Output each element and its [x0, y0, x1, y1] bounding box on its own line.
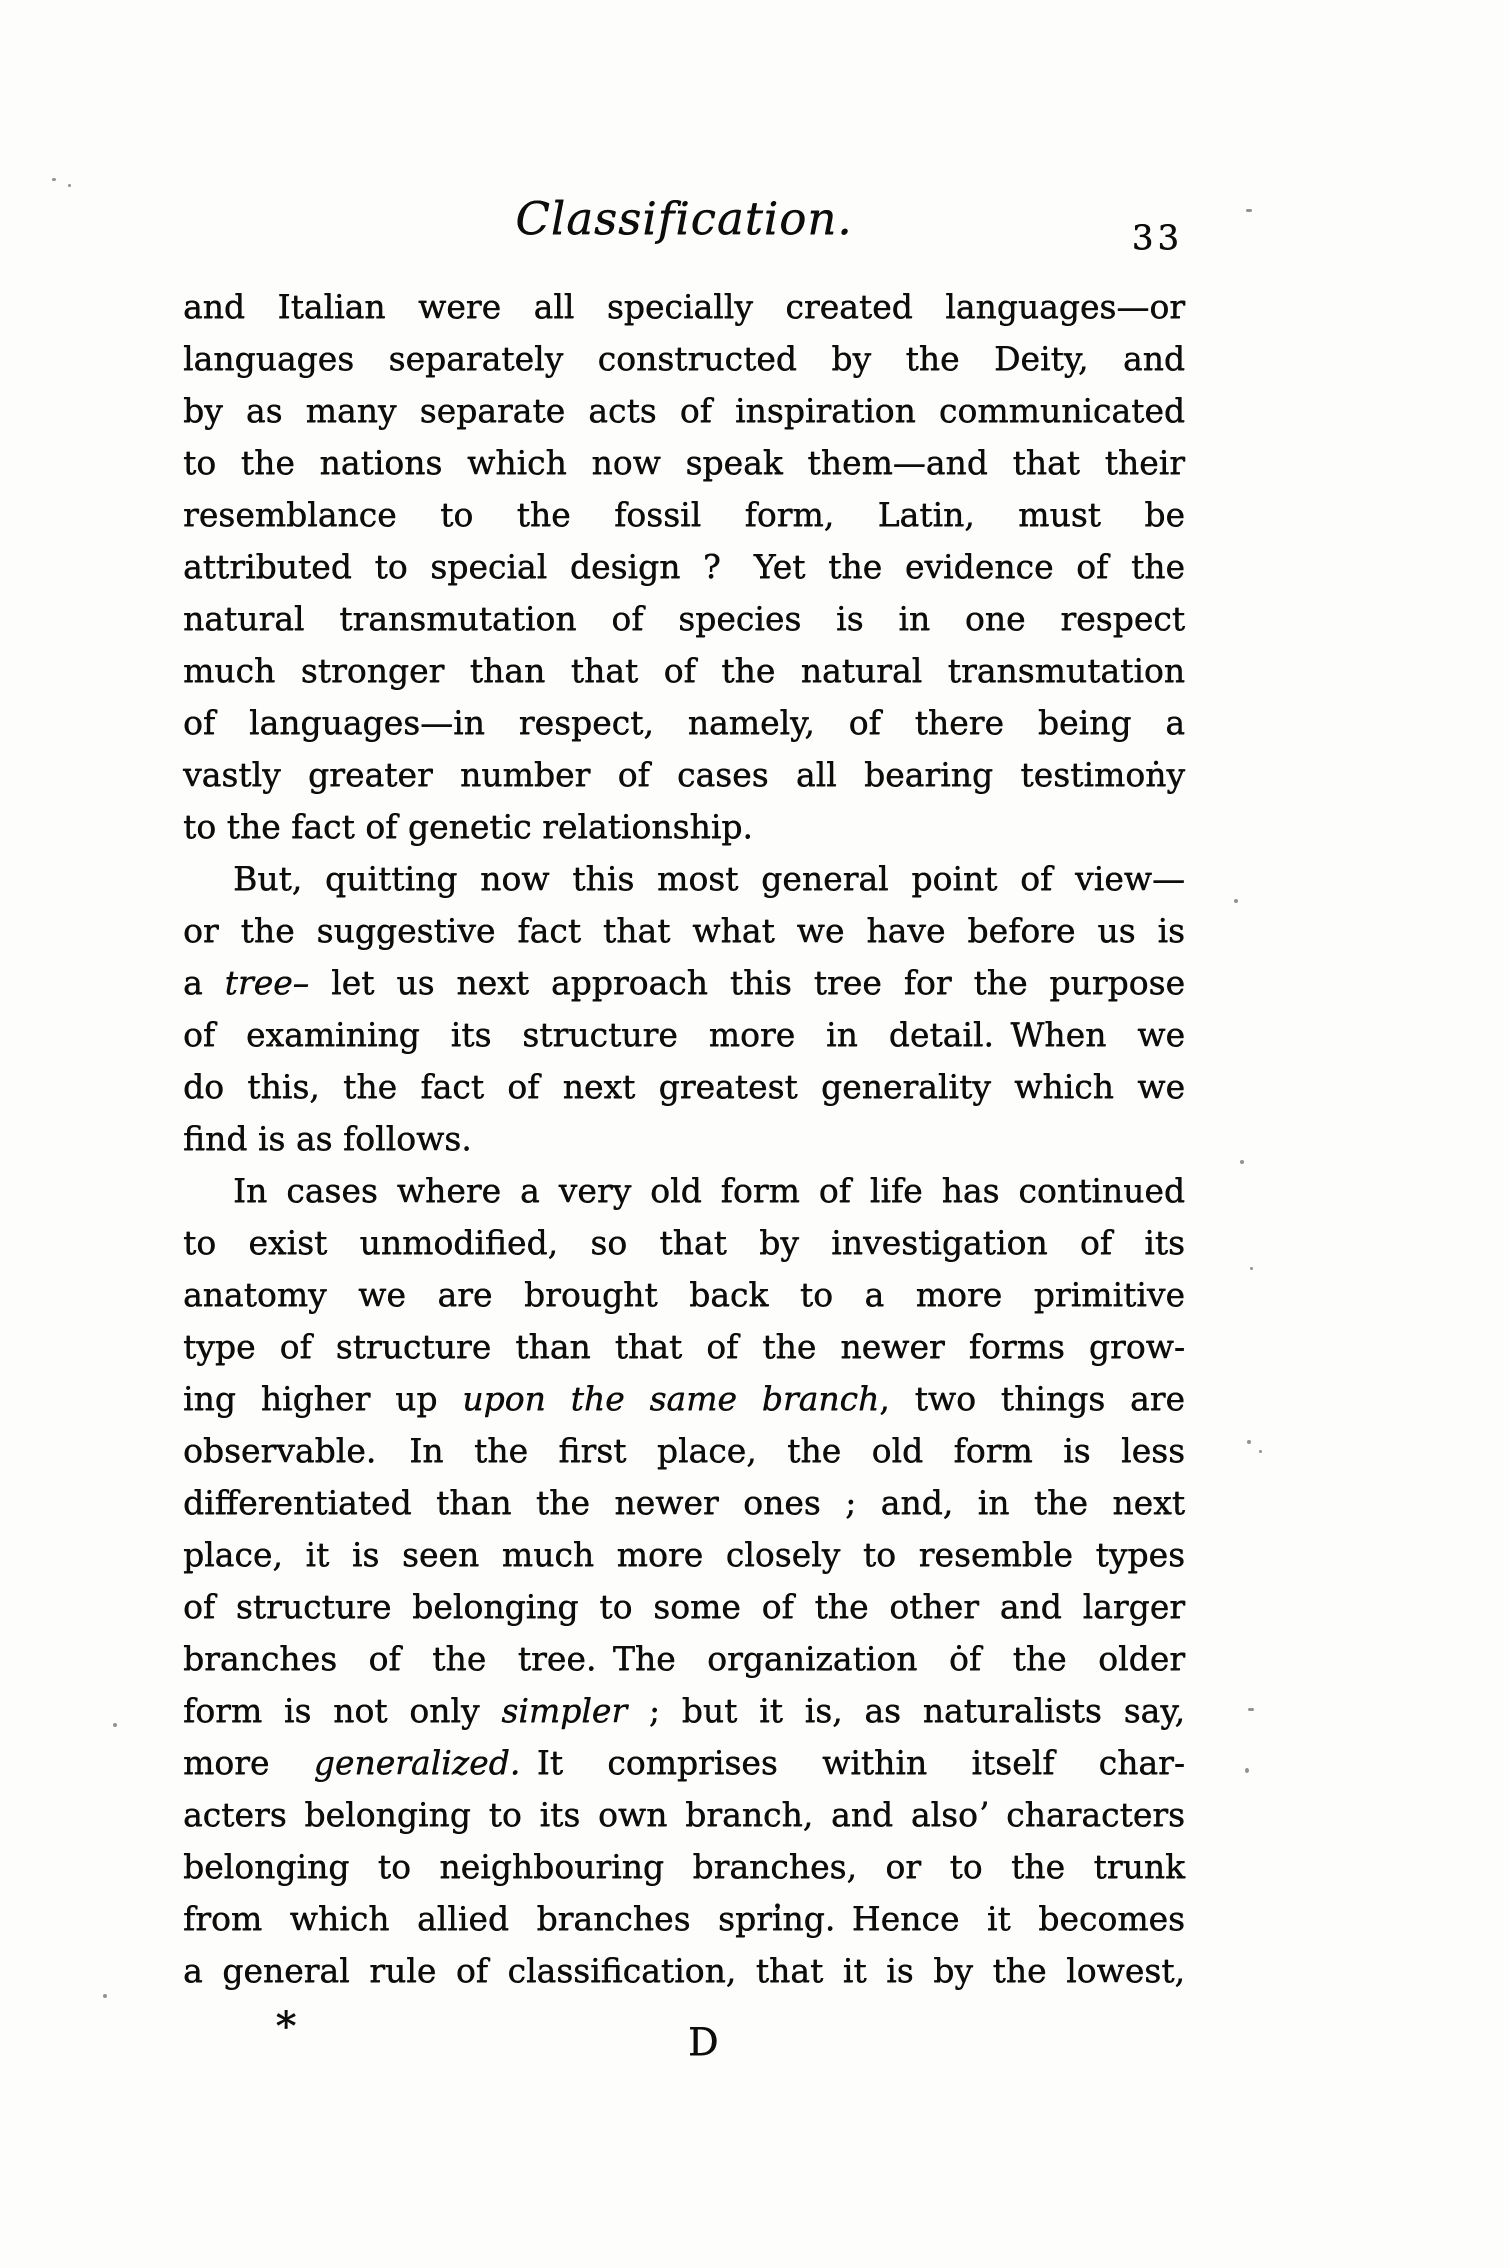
text-segment: form is not only — [183, 1691, 502, 1730]
text-line — [183, 1581, 1185, 1633]
text-line — [183, 437, 1185, 489]
text-segment: to exist unmodified, so that by investigation of its — [183, 1223, 1185, 1262]
text-line — [183, 333, 1185, 385]
text-line — [183, 957, 1185, 1009]
text-segment: place, it is seen much more closely to resemble types — [183, 1535, 1185, 1574]
text-segment: acters belonging to its own branch, and alsoʼ characters — [183, 1795, 1185, 1834]
text-segment: much stronger than that of the natural transmutation — [183, 651, 1185, 690]
text-segment: of languages—in respect, namely, of there being a — [183, 703, 1185, 742]
ink-speck — [1250, 1267, 1253, 1270]
text-line — [183, 1893, 1185, 1945]
ink-speck — [68, 184, 71, 187]
text-line — [183, 1529, 1185, 1581]
text-line — [183, 1945, 1185, 1997]
ink-speck — [113, 1723, 117, 1727]
signature-letter: D — [688, 2020, 719, 2064]
text-line — [183, 1113, 1185, 1165]
text-segment: ; but it is, as naturalists say, — [627, 1691, 1185, 1730]
text-segment: resemblance to the fossil form, Latin, must be — [183, 495, 1185, 534]
text-segment: by as many separate acts of inspiration communicated — [183, 391, 1185, 430]
text-line — [183, 541, 1185, 593]
ink-speck — [1240, 1160, 1244, 1164]
text-segment: find is as follows. — [183, 1119, 472, 1158]
text-segment: let us next approach this tree for the purpose — [309, 963, 1185, 1002]
text-segment: It comprises within itself char- — [520, 1743, 1185, 1782]
text-segment: type of structure than that of the newer forms grow- — [183, 1327, 1185, 1366]
text-line — [183, 489, 1185, 541]
text-line — [183, 1789, 1185, 1841]
text-segment: to the fact of genetic relationship. — [183, 807, 753, 846]
text-line — [183, 1425, 1185, 1477]
ink-speck — [1259, 1450, 1262, 1453]
text-segment: or the suggestive fact that what we have before us is — [183, 911, 1185, 950]
text-segment: a general rule of classification, that it is by the lowest, — [183, 1951, 1185, 1990]
signature-star-mark: * — [276, 2004, 296, 2050]
page-header — [183, 192, 1185, 272]
text-segment: of examining its structure more in detail. When we — [183, 1015, 1185, 1054]
ink-speck — [1247, 1440, 1251, 1444]
text-line — [183, 853, 1185, 905]
page-number: 33 — [1131, 218, 1183, 258]
text-segment: natural transmutation of species is in one respect — [183, 599, 1185, 638]
text-segment: do this, the fact of next greatest generality which we — [183, 1067, 1185, 1106]
page-text — [183, 281, 1185, 1997]
text-line — [183, 1477, 1185, 1529]
text-segment: vastly greater number of cases all bearing testimoṅy — [183, 755, 1185, 794]
text-line — [183, 749, 1185, 801]
italic-text-segment: generalized. — [313, 1743, 521, 1782]
ink-speck — [1234, 899, 1238, 903]
text-line — [183, 1685, 1185, 1737]
text-segment: In cases where a very old form of life has continued — [233, 1171, 1185, 1210]
text-segment: languages separately constructed by the Deity, and — [183, 339, 1185, 378]
text-line — [183, 1061, 1185, 1113]
text-line — [183, 1841, 1185, 1893]
ink-speck — [103, 1994, 107, 1998]
text-line — [183, 1217, 1185, 1269]
text-line — [183, 1165, 1185, 1217]
text-line — [183, 385, 1185, 437]
text-line — [183, 1737, 1185, 1789]
italic-text-segment: simpler — [501, 1691, 628, 1730]
text-segment: to the nations which now speak them—and that their — [183, 443, 1185, 482]
text-line — [183, 1373, 1185, 1425]
text-segment: a — [183, 963, 225, 1002]
ink-speck — [1246, 209, 1252, 212]
text-segment: attributed to special design ? Yet the evidence of the — [183, 547, 1185, 586]
text-line — [183, 801, 1185, 853]
text-line — [183, 1009, 1185, 1061]
text-segment: and Italian were all specially created languages—or — [183, 287, 1185, 326]
text-segment: of structure belonging to some of the other and larger — [183, 1587, 1185, 1626]
text-line — [183, 697, 1185, 749]
text-segment: , two things are — [879, 1379, 1185, 1418]
running-title: Classification. — [515, 192, 853, 245]
text-line — [183, 1321, 1185, 1373]
text-segment: ing higher up — [183, 1379, 463, 1418]
text-segment: branches of the tree. The organization ȯf the older — [183, 1639, 1185, 1678]
text-line — [183, 905, 1185, 957]
text-line — [183, 1269, 1185, 1321]
text-line — [183, 593, 1185, 645]
ink-speck — [1248, 1708, 1254, 1711]
italic-text-segment: tree– — [224, 963, 310, 1002]
text-line — [183, 645, 1185, 697]
text-segment: differentiated than the newer ones ; and, in the next — [183, 1483, 1185, 1522]
text-line — [183, 1633, 1185, 1685]
ink-speck — [1245, 1768, 1249, 1773]
text-line — [183, 281, 1185, 333]
italic-text-segment: upon the same branch — [462, 1379, 880, 1418]
text-segment: But, quitting now this most general point of view— — [233, 859, 1185, 898]
text-segment: more — [183, 1743, 314, 1782]
text-segment: anatomy we are brought back to a more primitive — [183, 1275, 1185, 1314]
text-segment: from which allied branches spri̓ng. Hence it becomes — [183, 1899, 1185, 1938]
ink-speck — [52, 178, 56, 181]
text-segment: observable. In the first place, the old form is less — [183, 1431, 1185, 1470]
text-segment: belonging to neighbouring branches, or to the trunk — [183, 1847, 1185, 1886]
